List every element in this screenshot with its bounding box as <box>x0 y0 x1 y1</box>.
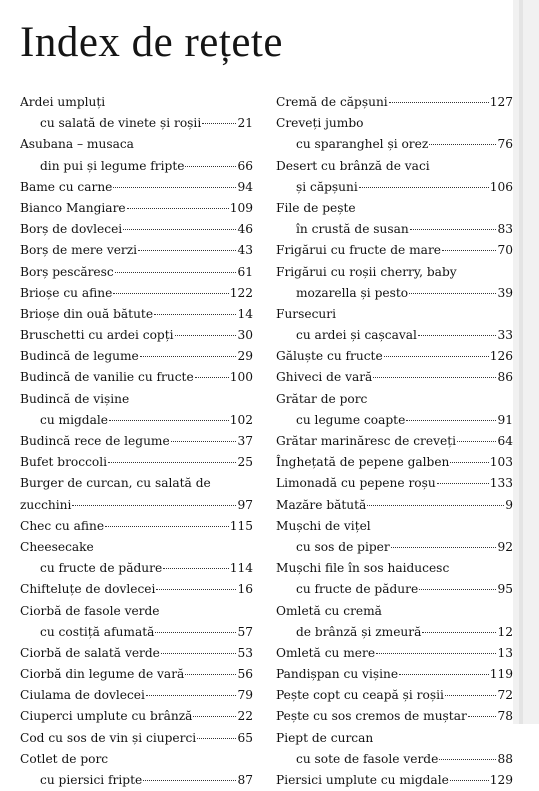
entry-title: Găluște cu fructe <box>276 349 383 364</box>
entry-title: Pește cu sos cremos de muștar <box>276 709 467 724</box>
dot-leader <box>113 293 228 294</box>
dot-leader <box>154 314 236 315</box>
dot-leader <box>445 695 497 696</box>
page-number: 79 <box>237 688 253 703</box>
page-number: 12 <box>497 624 513 639</box>
index-entry <box>20 728 253 749</box>
entry-title: Creveți jumbo <box>276 116 364 131</box>
index-entry <box>20 156 253 177</box>
page-number: 57 <box>237 624 253 639</box>
index-entry <box>276 706 513 727</box>
dot-leader <box>376 653 496 654</box>
index-entry <box>276 92 513 113</box>
index-entry <box>20 706 253 727</box>
index-entry <box>20 325 253 346</box>
page-number: 43 <box>237 243 253 258</box>
entry-title: Cheesecake <box>20 539 94 554</box>
entry-title: Brioșe din ouă bătute <box>20 306 154 321</box>
page-number: 70 <box>497 243 513 258</box>
entry-title: Burger de curcan, cu salată de <box>20 476 211 491</box>
dot-leader <box>450 462 488 463</box>
dot-leader <box>389 102 489 103</box>
dot-leader <box>140 356 237 357</box>
index-entry <box>276 325 513 346</box>
page-number: 94 <box>237 179 253 194</box>
index-entry <box>20 495 253 516</box>
entry-title: cu ardei și cașcaval <box>296 328 417 343</box>
entry-title: Budincă de vanilie cu fructe <box>20 370 194 385</box>
dot-leader <box>418 335 497 336</box>
entry-title: Bufet broccoli <box>20 455 108 470</box>
page-number: 64 <box>497 434 513 448</box>
entry-title: Limonadă cu pepene roșu <box>276 476 436 491</box>
entry-title: Mușchi de vițel <box>276 518 371 533</box>
index-entry <box>276 431 513 452</box>
index-entry <box>20 410 253 431</box>
page-number: 22 <box>237 709 253 724</box>
index-entry <box>276 367 513 388</box>
index-entry <box>20 537 253 558</box>
index-entry <box>276 346 513 367</box>
entry-title: Ciorbă de fasole verde <box>20 603 160 618</box>
page-number: 115 <box>229 518 253 533</box>
index-entry <box>20 367 253 388</box>
index-entry <box>20 198 253 219</box>
entry-title: Înghețată de pepene galben <box>276 455 450 470</box>
index-entry <box>276 579 513 600</box>
index-entry <box>276 304 513 325</box>
index-entry <box>20 92 253 113</box>
index-entry <box>20 664 253 685</box>
dot-leader <box>105 526 229 527</box>
index-entry <box>276 177 513 198</box>
entry-title: Ciulama de dovlecei <box>20 688 145 703</box>
dot-leader <box>115 272 237 273</box>
page-number: 129 <box>489 773 513 787</box>
index-entry <box>276 685 513 706</box>
dot-leader <box>113 187 236 188</box>
entry-title: cu sos de piper <box>296 539 390 554</box>
index-entry <box>20 219 253 240</box>
entry-title: Ciorbă de salată verde <box>20 645 160 660</box>
dot-leader <box>437 483 489 484</box>
entry-title: Budincă rece de legume <box>20 434 170 448</box>
index-entry <box>276 262 513 283</box>
entry-title: Desert cu brânză de vaci <box>276 158 430 173</box>
entry-title: zucchini <box>20 497 72 512</box>
index-entry <box>276 601 513 622</box>
page-number: 14 <box>237 306 253 321</box>
dot-leader <box>442 250 496 251</box>
entry-title: mozarella și pesto <box>296 285 409 300</box>
entry-title: Budincă de vișine <box>20 391 130 406</box>
index-entry <box>276 389 513 410</box>
entry-title: Pește copt cu ceapă și roșii <box>276 688 444 703</box>
dot-leader <box>359 187 489 188</box>
index-column-left <box>20 92 253 791</box>
index-entry <box>20 389 253 410</box>
index-entry <box>276 134 513 155</box>
dot-leader <box>109 420 229 421</box>
entry-title: Fursecuri <box>276 306 336 321</box>
page-title: Index de rețete <box>20 19 283 66</box>
page-number: 37 <box>237 434 253 448</box>
entry-title: Borș pescăresc <box>20 264 114 279</box>
index-entry <box>276 643 513 664</box>
page-number: 9 <box>505 497 513 512</box>
dot-leader <box>72 505 236 506</box>
dot-leader <box>155 632 236 633</box>
entry-title: Piept de curcan <box>276 730 374 745</box>
entry-title: din pui și legume fripte <box>40 158 185 173</box>
page-number: 46 <box>237 222 253 237</box>
index-entry <box>20 134 253 155</box>
dot-leader <box>422 632 496 633</box>
dot-leader <box>429 144 496 145</box>
page-number: 78 <box>497 709 513 724</box>
entry-title: Asubana – musaca <box>20 137 134 152</box>
entry-title: Chifteluțe de dovlecei <box>20 582 156 597</box>
entry-title: Cod cu sos de vin și ciuperci <box>20 730 197 745</box>
page-number: 119 <box>489 667 513 682</box>
dot-leader <box>193 716 236 717</box>
page-number: 109 <box>229 200 253 215</box>
index-entry <box>276 622 513 643</box>
entry-title: Brioșe cu afine <box>20 285 113 300</box>
dot-leader <box>127 208 229 209</box>
dot-leader <box>156 589 236 590</box>
dot-leader <box>468 716 497 717</box>
dot-leader <box>373 377 496 378</box>
index-entry <box>20 685 253 706</box>
entry-title: Borș de mere verzi <box>20 243 138 258</box>
entry-title: cu costiță afumată <box>40 624 155 639</box>
entry-title: de brânză și zmeură <box>296 624 422 639</box>
page-number: 87 <box>237 773 253 787</box>
entry-title: Ardei umpluți <box>20 95 106 109</box>
dot-leader <box>163 568 229 569</box>
entry-title: cu sote de fasole verde <box>296 751 439 766</box>
entry-title: cu salată de vinete și roșii <box>40 116 202 131</box>
entry-title: Frigărui cu roșii cherry, baby <box>276 264 457 279</box>
index-entry <box>20 622 253 643</box>
index-entry <box>276 537 513 558</box>
index-entry <box>20 346 253 367</box>
page-number: 126 <box>489 349 513 364</box>
page-number: 122 <box>229 285 253 300</box>
index-entry <box>276 728 513 749</box>
page-number: 100 <box>229 370 253 385</box>
dot-leader <box>161 653 237 654</box>
dot-leader <box>391 547 497 548</box>
dot-leader <box>143 780 236 781</box>
entry-title: cu legume coapte <box>296 412 406 427</box>
entry-title: Budincă de legume <box>20 349 139 364</box>
entry-title: Cremă de căpșuni <box>276 95 388 109</box>
dot-leader <box>409 293 496 294</box>
entry-title: Piersici umplute cu migdale <box>276 773 449 787</box>
page-edge-shadow <box>513 0 539 724</box>
entry-title: Grătar de porc <box>276 391 368 406</box>
dot-leader <box>410 229 497 230</box>
dot-leader <box>146 695 237 696</box>
entry-title: cu fructe de pădure <box>40 561 163 576</box>
entry-title: Mazăre bătută <box>276 497 367 512</box>
dot-leader <box>367 505 504 506</box>
dot-leader <box>202 123 236 124</box>
entry-title: Cotlet de porc <box>20 751 109 766</box>
index-entry <box>20 558 253 579</box>
dot-leader <box>108 462 236 463</box>
entry-title: Mușchi file în sos haiducesc <box>276 561 450 576</box>
entry-title: Ghiveci de vară <box>276 370 373 385</box>
entry-title: cu piersici fripte <box>40 773 143 787</box>
index-entry <box>276 113 513 134</box>
page-number: 61 <box>237 264 253 279</box>
page-number: 97 <box>237 497 253 512</box>
index-entry <box>276 198 513 219</box>
page-number: 102 <box>229 412 253 427</box>
index-entry <box>276 664 513 685</box>
page-number: 76 <box>497 137 513 152</box>
dot-leader <box>419 589 496 590</box>
entry-title: Bianco Mangiare <box>20 200 126 215</box>
dot-leader <box>406 420 496 421</box>
index-entry <box>276 558 513 579</box>
dot-leader <box>138 250 236 251</box>
page-number: 83 <box>497 222 513 237</box>
page-number: 30 <box>237 328 253 343</box>
page-number: 95 <box>497 582 513 597</box>
entry-title: cu migdale <box>40 412 108 427</box>
index-entry <box>276 495 513 516</box>
index-entry <box>20 770 253 791</box>
index-entry <box>20 452 253 473</box>
entry-title: cu fructe de pădure <box>296 582 419 597</box>
index-entry <box>20 304 253 325</box>
index-entry <box>20 601 253 622</box>
dot-leader <box>457 441 496 442</box>
index-entry <box>276 410 513 431</box>
dot-leader <box>185 674 236 675</box>
page-number: 103 <box>489 455 513 470</box>
page-number: 65 <box>237 730 253 745</box>
index-entry <box>276 516 513 537</box>
page-number: 88 <box>497 751 513 766</box>
entry-title: Chec cu afine <box>20 518 105 533</box>
index-entry <box>276 240 513 261</box>
page-number: 21 <box>237 116 253 131</box>
page-number: 66 <box>237 158 253 173</box>
page-number: 29 <box>237 349 253 364</box>
dot-leader <box>439 759 496 760</box>
page-number: 72 <box>497 688 513 703</box>
page-number: 53 <box>237 645 253 660</box>
page-number: 127 <box>489 95 513 109</box>
index-entry <box>20 431 253 452</box>
page-number: 13 <box>497 645 513 660</box>
entry-title: Borș de dovlecei <box>20 222 123 237</box>
index-entry <box>276 156 513 177</box>
page-number: 39 <box>497 285 513 300</box>
index-entry <box>20 473 253 494</box>
dot-leader <box>399 674 489 675</box>
dot-leader <box>195 377 229 378</box>
index-entry <box>276 219 513 240</box>
entry-title: File de pește <box>276 200 356 215</box>
dot-leader <box>450 780 489 781</box>
dot-leader <box>123 229 236 230</box>
entry-title: Omletă cu mere <box>276 645 376 660</box>
entry-title: și căpșuni <box>296 179 358 194</box>
dot-leader <box>185 166 236 167</box>
entry-title: în crustă de susan <box>296 222 409 237</box>
index-entry <box>276 749 513 770</box>
dot-leader <box>384 356 489 357</box>
dot-leader <box>171 441 237 442</box>
dot-leader <box>175 335 237 336</box>
entry-title: Pandișpan cu vișine <box>276 667 399 682</box>
page-number: 25 <box>237 455 253 470</box>
index-entry <box>276 770 513 791</box>
entry-title: Omletă cu cremă <box>276 603 382 618</box>
index-entry <box>276 473 513 494</box>
entry-title: Ciuperci umplute cu brânză <box>20 709 193 724</box>
page-number: 16 <box>237 582 253 597</box>
entry-title: Ciorbă din legume de vară <box>20 667 185 682</box>
index-entry <box>20 113 253 134</box>
page-number: 114 <box>229 561 253 576</box>
index-entry <box>276 452 513 473</box>
page-number: 106 <box>489 179 513 194</box>
index-entry <box>20 177 253 198</box>
page-number: 92 <box>497 539 513 554</box>
page-number: 86 <box>497 370 513 385</box>
page-number: 56 <box>237 667 253 682</box>
index-entry <box>20 240 253 261</box>
dot-leader <box>197 738 236 739</box>
page-number: 33 <box>497 328 513 343</box>
index-entry <box>20 283 253 304</box>
index-entry <box>20 262 253 283</box>
entry-title: Frigărui cu fructe de mare <box>276 243 441 258</box>
index-column-right <box>276 92 513 791</box>
page-number: 91 <box>497 412 513 427</box>
index-entry <box>20 749 253 770</box>
index-entry <box>20 579 253 600</box>
entry-title: Bruschetti cu ardei copți <box>20 328 174 343</box>
entry-title: Grătar marinăresc de creveți <box>276 434 456 448</box>
page-number: 133 <box>489 476 513 491</box>
index-entry <box>276 283 513 304</box>
entry-title: cu sparanghel și orez <box>296 137 429 152</box>
index-entry <box>20 643 253 664</box>
index-entry <box>20 516 253 537</box>
entry-title: Bame cu carne <box>20 179 113 194</box>
